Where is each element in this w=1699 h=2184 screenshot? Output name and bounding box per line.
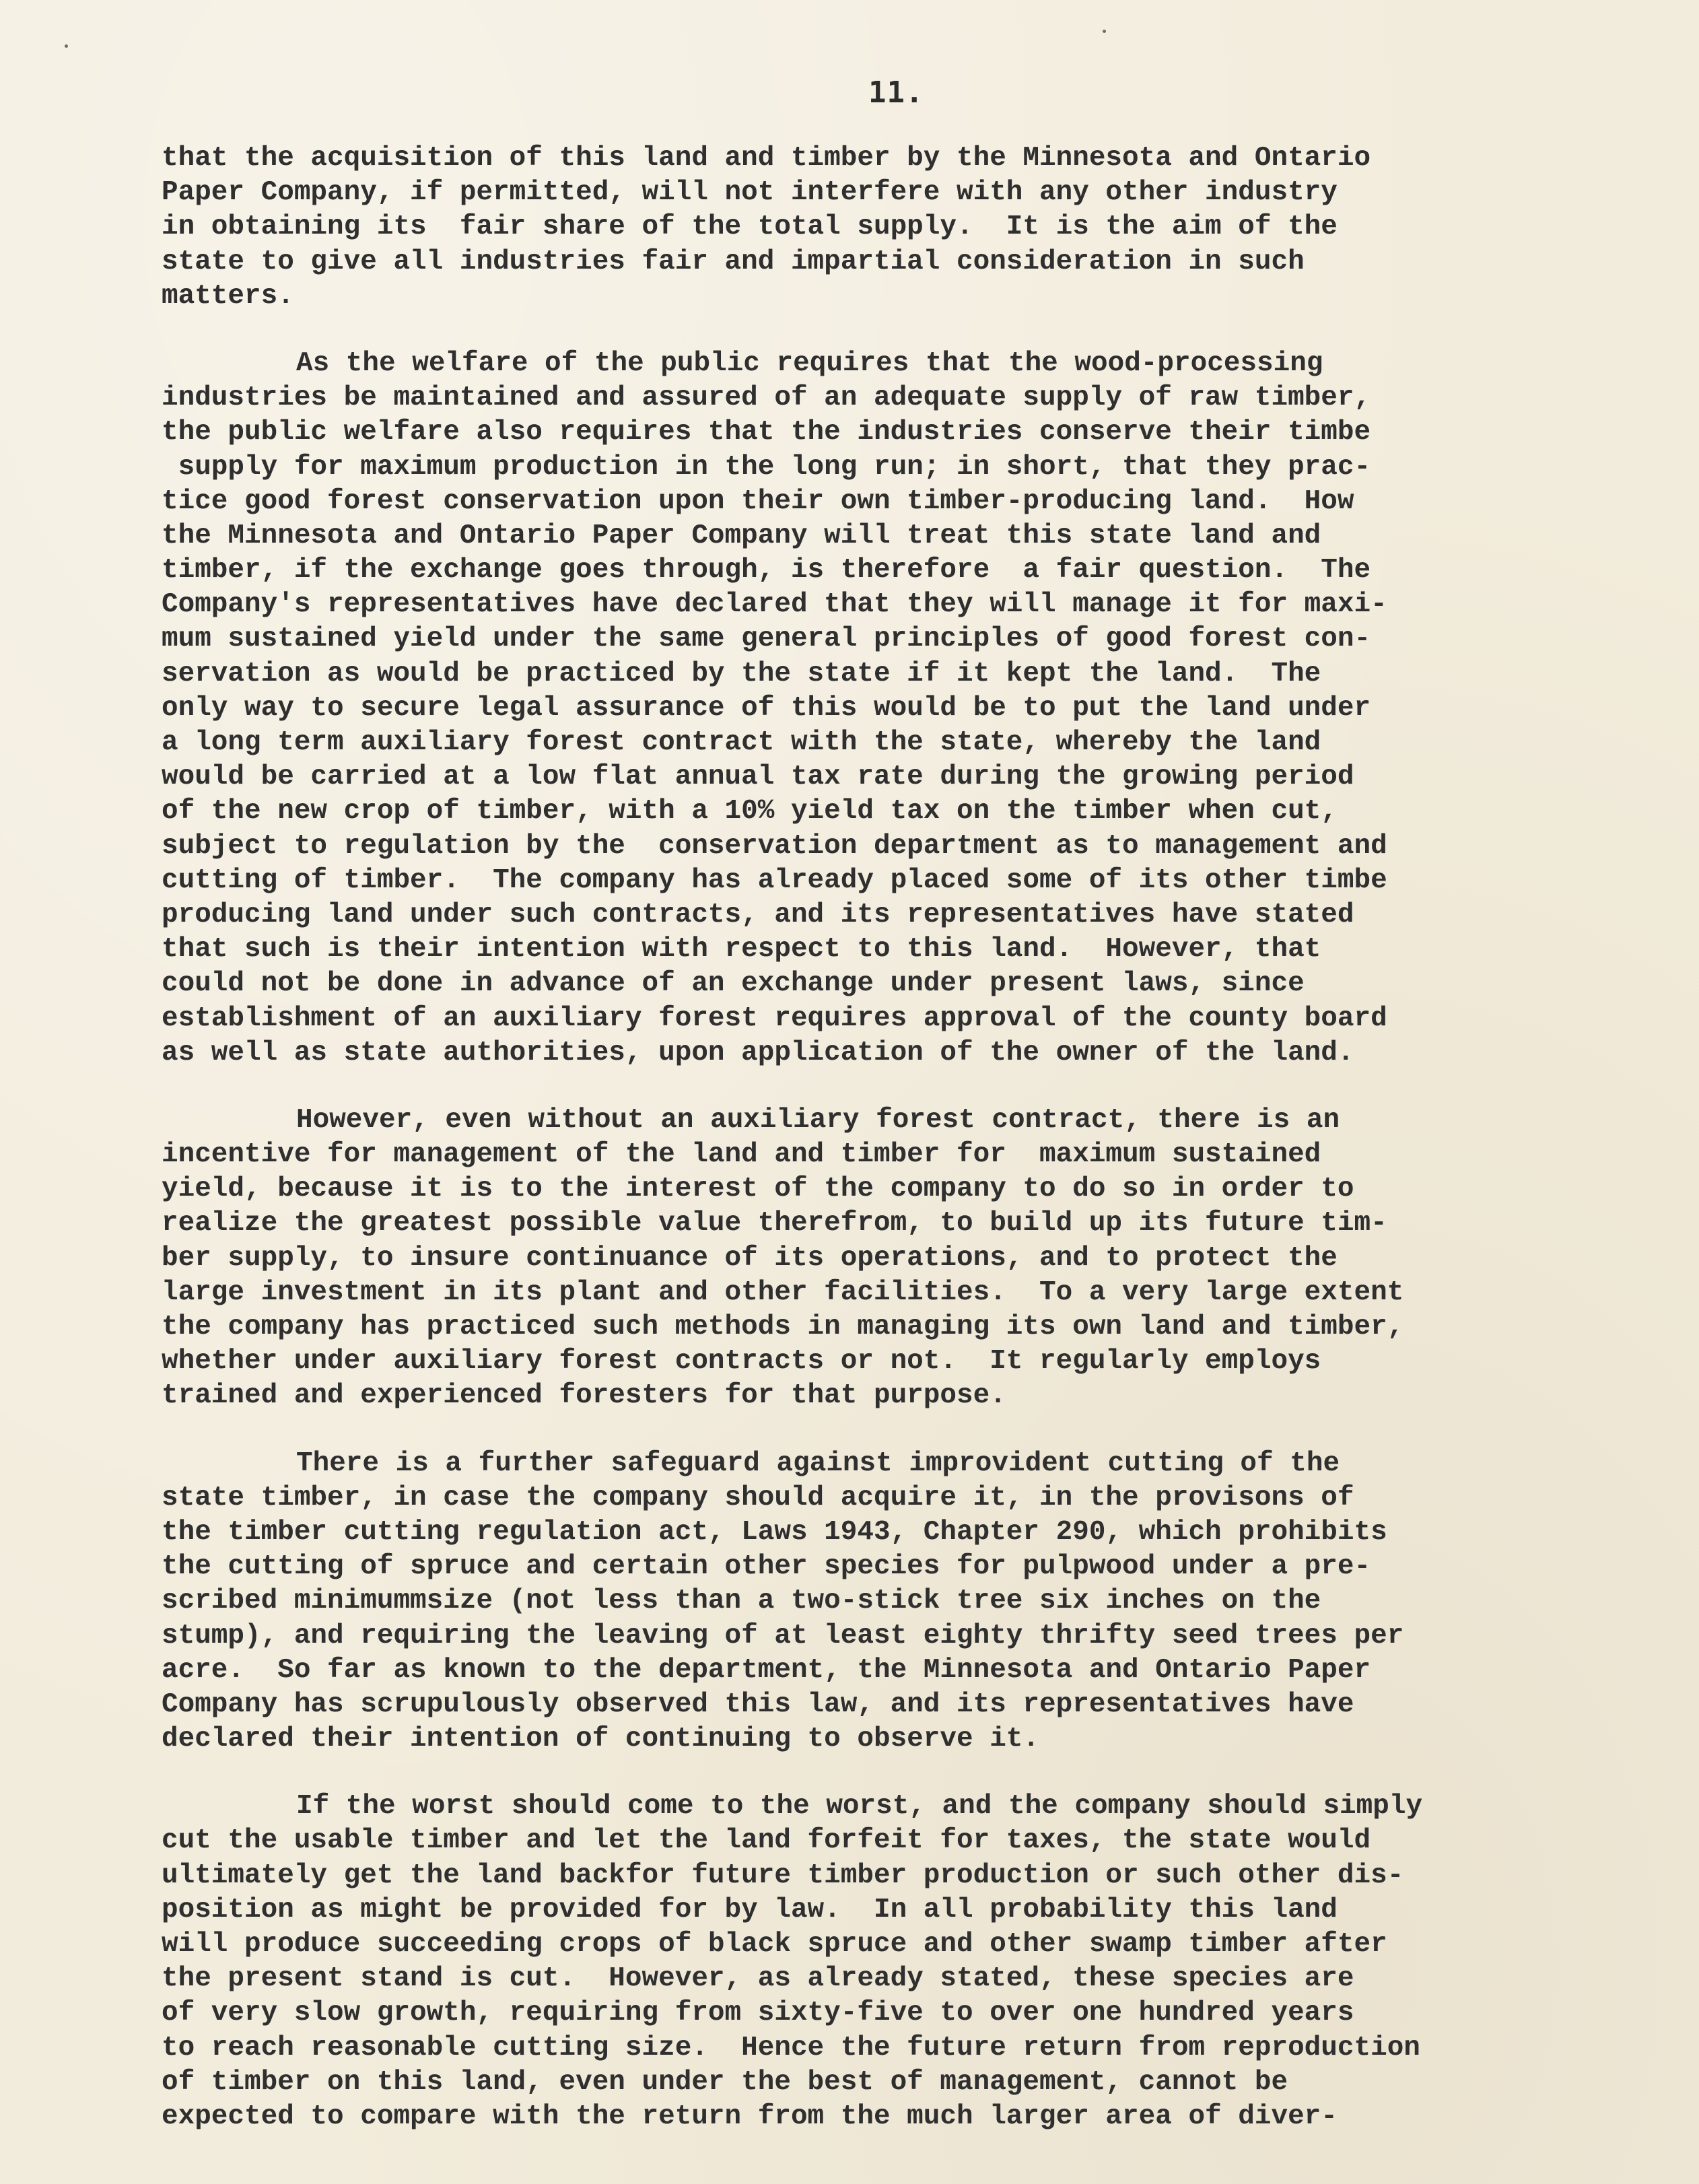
text-line: to reach reasonable cutting size. Hence the future return from reproduction bbox=[162, 2032, 1420, 2063]
text-line: matters. bbox=[162, 280, 294, 312]
text-line: tice good forest conservation upon their own timber-producing land. How bbox=[162, 485, 1354, 517]
text-line: whether under auxiliary forest contracts or not. It regularly employs bbox=[162, 1346, 1321, 1377]
text-line: declared their intention of continuing to observe it. bbox=[162, 1724, 1040, 1755]
paragraph bbox=[162, 347, 1683, 1070]
text-line: a long term auxiliary forest contract with the state, whereby the land bbox=[162, 727, 1321, 758]
text-line: position as might be provided for by law. In all probability this land bbox=[162, 1894, 1338, 1925]
text-line: state timber, in case the company should acquire it, in the provisons of bbox=[162, 1482, 1354, 1513]
paragraph bbox=[162, 1103, 1683, 1414]
text-line: only way to secure legal assurance of this would be to put the land under bbox=[162, 692, 1371, 724]
text-line: the cutting of spruce and certain other species for pulpwood under a pre- bbox=[162, 1551, 1371, 1583]
text-line: that such is their intention with respect to this land. However, that bbox=[162, 934, 1321, 965]
text-line: trained and experienced foresters for that purpose. bbox=[162, 1380, 1006, 1412]
text-line: large investment in its plant and other facilities. To a very large extent bbox=[162, 1276, 1404, 1308]
text-line: There is a further safeguard against improvident cutting of the bbox=[296, 1447, 1340, 1479]
text-line: As the welfare of the public requires that the wood-processing bbox=[296, 347, 1323, 379]
text-line: the company has practiced such methods in managing its own land and timber, bbox=[162, 1311, 1404, 1342]
text-line: ber supply, to insure continuance of its operations, and to protect the bbox=[162, 1242, 1338, 1274]
text-line: would be carried at a low flat annual tax rate during the growing period bbox=[162, 761, 1354, 793]
text-line: incentive for management of the land and timber for maximum sustained bbox=[162, 1139, 1321, 1171]
text-line: the present stand is cut. However, as already stated, these species are bbox=[162, 1963, 1354, 1995]
text-line: stump), and requiring the leaving of at least eighty thrifty seed trees per bbox=[162, 1620, 1404, 1651]
text-line: the public welfare also requires that the industries conserve their timbe bbox=[162, 417, 1371, 448]
text-line: Paper Company, if permitted, will not interfere with any other industry bbox=[162, 177, 1338, 209]
text-line: servation as would be practiced by the state if it kept the land. The bbox=[162, 658, 1321, 689]
document-body bbox=[162, 141, 1683, 2134]
text-line: mum sustained yield under the same general principles of good forest con- bbox=[162, 623, 1371, 655]
paragraph bbox=[162, 141, 1683, 314]
stray-ink-mark bbox=[1103, 30, 1106, 33]
text-line: will produce succeeding crops of black spruce and other swamp timber after bbox=[162, 1929, 1387, 1960]
text-line: producing land under such contracts, and its representatives have stated bbox=[162, 899, 1354, 930]
text-line: cutting of timber. The company has already placed some of its other timbe bbox=[162, 864, 1387, 896]
text-line: If the worst should come to the worst, and the company should simply bbox=[296, 1791, 1423, 1822]
text-line: that the acquisition of this land and timber by the Minnesota and Ontario bbox=[162, 143, 1371, 174]
text-line: of very slow growth, requiring from sixty-five to over one hundred years bbox=[162, 1998, 1354, 2029]
text-line: However, even without an auxiliary forest contract, there is an bbox=[296, 1104, 1340, 1136]
text-line: as well as state authorities, upon application of the owner of the land. bbox=[162, 1037, 1354, 1068]
text-line: of the new crop of timber, with a 10% yield tax on the timber when cut, bbox=[162, 796, 1338, 827]
text-line: in obtaining its fair share of the total supply. It is the aim of the bbox=[162, 211, 1338, 243]
text-line: subject to regulation by the conservation department as to management and bbox=[162, 830, 1387, 862]
text-line: realize the greatest possible value therefrom, to build up its future tim- bbox=[162, 1208, 1387, 1239]
text-line: yield, because it is to the interest of the company to do so in order to bbox=[162, 1173, 1354, 1205]
paragraph bbox=[162, 1447, 1683, 1757]
paragraph bbox=[162, 1789, 1683, 2134]
text-line: supply for maximum production in the long run; in short, that they prac- bbox=[162, 451, 1371, 483]
text-line: state to give all industries fair and impartial consideration in such bbox=[162, 246, 1305, 277]
text-line: establishment of an auxiliary forest requires approval of the county board bbox=[162, 1002, 1387, 1034]
text-line: of timber on this land, even under the best of management, cannot be bbox=[162, 2066, 1288, 2098]
text-line: timber, if the exchange goes through, is therefore a fair question. The bbox=[162, 555, 1371, 586]
text-line: Company has scrupulously observed this law, and its representatives have bbox=[162, 1688, 1354, 1720]
text-line: acre. So far as known to the department, the Minnesota and Ontario Paper bbox=[162, 1654, 1371, 1686]
text-line: could not be done in advance of an exchange under present laws, since bbox=[162, 968, 1305, 1000]
page-number: 11. bbox=[868, 75, 924, 110]
stray-ink-mark bbox=[65, 44, 68, 48]
text-line: the Minnesota and Ontario Paper Company will treat this state land and bbox=[162, 520, 1321, 551]
text-line: scribed minimummsize (not less than a two-stick tree six inches on the bbox=[162, 1585, 1321, 1617]
text-line: cut the usable timber and let the land forfeit for taxes, the state would bbox=[162, 1825, 1371, 1857]
text-line: expected to compare with the return from the much larger area of diver- bbox=[162, 2101, 1338, 2132]
text-line: ultimately get the land backfor future timber production or such other dis- bbox=[162, 1859, 1404, 1891]
text-line: industries be maintained and assured of an adequate supply of raw timber, bbox=[162, 382, 1371, 414]
text-line: Company's representatives have declared that they will manage it for maxi- bbox=[162, 589, 1387, 621]
text-line: the timber cutting regulation act, Laws 1943, Chapter 290, which prohibits bbox=[162, 1516, 1387, 1548]
